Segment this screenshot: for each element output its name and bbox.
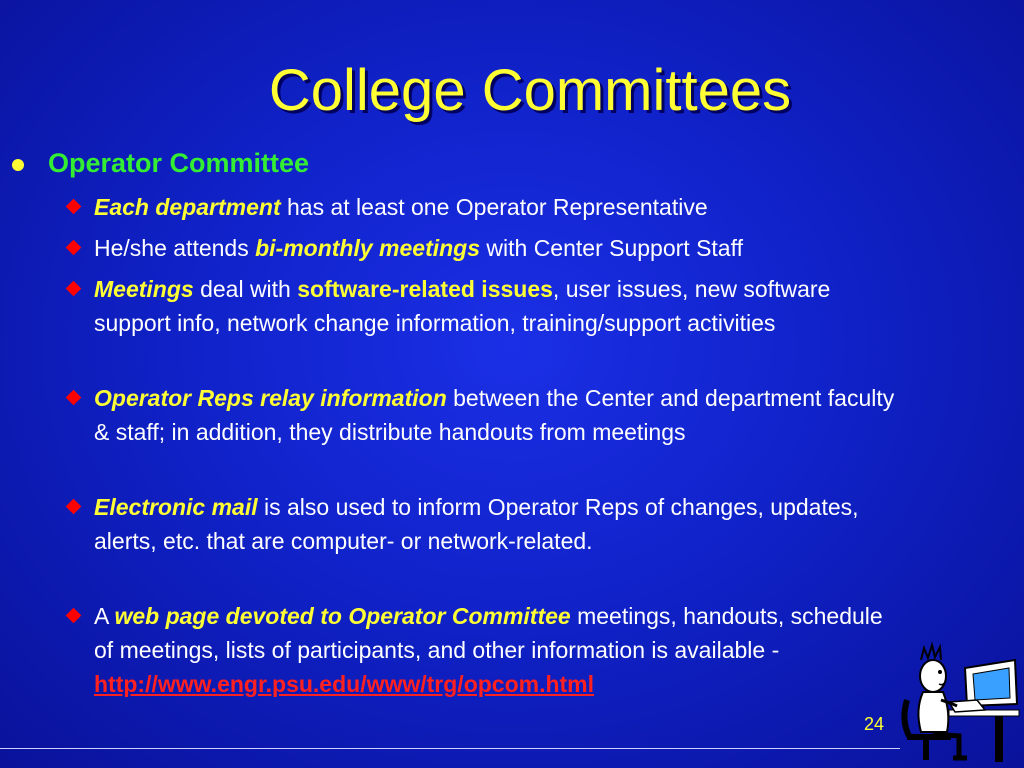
- item-text: deal with: [193, 276, 298, 302]
- diamond-bullet-icon: [66, 240, 82, 256]
- sub-item-3: [68, 272, 898, 340]
- footer-divider: [0, 748, 900, 749]
- item-text: is also used to inform Operator Reps of changes, updates, alerts, etc. that are computer- or network-related.: [94, 494, 859, 554]
- sub-item-6: [68, 599, 898, 701]
- slide-title: College Committees: [268, 58, 792, 123]
- diamond-bullet-icon: [66, 499, 82, 515]
- sub-item-1: [68, 190, 898, 224]
- diamond-bullet-icon: [66, 608, 82, 624]
- bold-text: software-related issues: [297, 276, 553, 302]
- highlight-text: Each department: [94, 194, 281, 220]
- item-text: He/she attends: [94, 235, 256, 261]
- sub-item-2: [68, 231, 898, 265]
- opcom-link[interactable]: http://www.engr.psu.edu/www/trg/opcom.html: [94, 671, 595, 697]
- sub-item-4: [68, 381, 898, 449]
- bullet-dot: [12, 159, 24, 171]
- sub-item-5: [68, 490, 898, 558]
- bullet-operator-committee: Operator Committee: [48, 148, 310, 178]
- highlight-text: Electronic mail: [94, 494, 258, 520]
- diamond-bullet-icon: [66, 281, 82, 297]
- item-text: A: [94, 603, 115, 629]
- item-text: between the Center and department faculty & staff; in addition, they distribute handouts from meetings: [94, 385, 895, 445]
- highlight-text: web page devoted to Operator Committee: [114, 603, 571, 629]
- page-number: 24: [864, 714, 885, 734]
- item-text: has at least one Operator Representative: [280, 194, 708, 220]
- diamond-bullet-icon: [66, 199, 82, 215]
- highlight-text: bi-monthly meetings: [255, 235, 481, 261]
- item-text: with Center Support Staff: [480, 235, 743, 261]
- diamond-bullet-icon: [66, 390, 82, 406]
- highlight-text: Operator Reps relay information: [94, 385, 447, 411]
- highlight-text: Meetings: [94, 276, 194, 302]
- item-text: meetings, handouts, schedule of meetings, lists of participants, and other information is available -: [94, 603, 883, 663]
- person-at-computer-icon: [893, 640, 1023, 765]
- item-text: , user issues, new software support info, network change information, training/support activities: [94, 276, 831, 336]
